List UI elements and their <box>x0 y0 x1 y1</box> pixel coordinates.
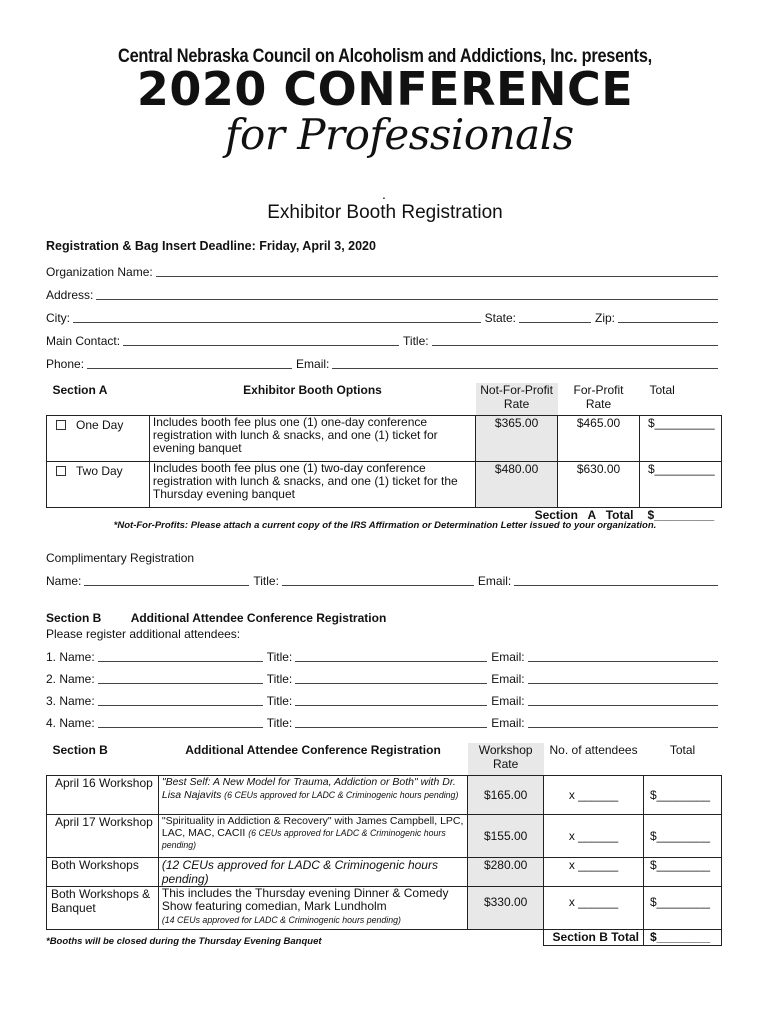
section-b-label: Section B <box>46 611 102 625</box>
attendee-1-email-field[interactable] <box>528 649 718 662</box>
total-header: Total <box>649 383 675 397</box>
one-day-nfp-rate: $365.00 <box>476 415 558 461</box>
attendee-2-name-label: 2. Name: <box>46 672 95 686</box>
attendee-3-email-field[interactable] <box>528 693 718 706</box>
section-b-table <box>46 743 722 946</box>
address-field[interactable] <box>96 287 718 300</box>
attendee-2-email-field[interactable] <box>528 671 718 684</box>
workshop-row-april16 <box>47 775 722 814</box>
nfp-note: *Not-For-Profits: Please attach a current copy of the IRS Affirmation or Determination Letter issued to your organization. <box>113 520 657 531</box>
city-row <box>46 310 722 325</box>
attendee-4-email-label: Email: <box>491 716 525 730</box>
city-field[interactable] <box>73 310 481 323</box>
both-banquet-attendees-field[interactable]: x ______ <box>544 886 644 929</box>
attendee-4-title-label: Title: <box>266 716 293 730</box>
comp-title-label: Title: <box>253 574 279 588</box>
april16-rate: $165.00 <box>468 775 544 814</box>
email-label: Email: <box>296 357 330 371</box>
dot-mark: . <box>382 186 386 202</box>
org-name-row <box>46 264 722 279</box>
zip-label: Zip: <box>594 311 615 325</box>
section-a-table <box>46 383 722 523</box>
workshop-row-both-banquet <box>47 886 722 929</box>
april16-description: "Best Self: A New Model for Trauma, Addiction or Both" with Dr. Lisa Najavits <box>161 775 456 801</box>
attendee-3-title-field[interactable] <box>295 693 487 706</box>
phone-row <box>46 356 722 371</box>
two-day-nfp-rate: $480.00 <box>476 461 558 507</box>
two-day-description: Includes booth fee plus one (1) two-day conference registration with lunch & snacks, and one (1) ticket for the Thursday evening banquet <box>149 461 475 507</box>
attendee-3-title-label: Title: <box>266 694 293 708</box>
attendees-header: No. of attendees <box>549 743 638 757</box>
booth-row-two-day <box>47 461 722 507</box>
both-workshops-attendees-field[interactable]: x ______ <box>544 857 644 886</box>
comp-title-field[interactable] <box>282 573 474 586</box>
state-label: State: <box>484 311 516 325</box>
both-banquet-ceu-note: (14 CEUs approved for LADC & Criminogenic hours pending) <box>161 914 401 925</box>
attendee-row-3 <box>46 693 722 708</box>
april16-ceu-note: (6 CEUs approved for LADC & Criminogenic hours pending) <box>224 789 459 800</box>
phone-field[interactable] <box>87 356 292 369</box>
section-b-total-field[interactable]: $________ <box>643 929 721 945</box>
booth-options-heading: Exhibitor Booth Options <box>243 383 382 397</box>
section-b-subheading: Additional Attendee Conference Registration <box>130 611 387 625</box>
both-banquet-label: Both Workshops & Banquet <box>47 886 159 929</box>
workshop-row-april17 <box>47 814 722 857</box>
attendee-3-name-field[interactable] <box>98 693 263 706</box>
april16-attendees-field[interactable]: x ______ <box>544 775 644 814</box>
city-label: City: <box>46 311 70 325</box>
main-contact-field[interactable] <box>123 333 399 346</box>
attendee-2-name-field[interactable] <box>98 671 263 684</box>
attendee-2-title-label: Title: <box>266 672 293 686</box>
org-name-field[interactable] <box>156 264 718 277</box>
comp-name-label: Name: <box>46 574 82 588</box>
attendee-1-title-label: Title: <box>266 650 293 664</box>
one-day-label: One Day <box>76 417 124 432</box>
section-b-total-label: Section B Total <box>544 929 644 945</box>
attendee-4-title-field[interactable] <box>295 715 487 728</box>
one-day-total-field[interactable]: $_________ <box>639 415 721 461</box>
both-workshops-total-field[interactable]: $________ <box>643 857 721 886</box>
section-a-heading: Section A <box>52 383 108 397</box>
address-row <box>46 287 722 302</box>
attendee-3-email-label: Email: <box>491 694 525 708</box>
april17-label: April 17 Workshop <box>47 814 159 857</box>
attendee-1-name-label: 1. Name: <box>46 650 95 664</box>
april17-ceu-note: (6 CEUs approved for LADC & Criminogenic hours pending) <box>161 827 446 850</box>
section-a-total-field[interactable]: $_________ <box>647 507 715 522</box>
comp-email-field[interactable] <box>514 573 718 586</box>
title-field[interactable] <box>432 333 718 346</box>
one-day-checkbox[interactable] <box>56 420 66 430</box>
both-banquet-total-field[interactable]: $________ <box>643 886 721 929</box>
complimentary-row <box>46 573 722 588</box>
phone-label: Phone: <box>46 357 85 371</box>
april16-total-field[interactable]: $________ <box>643 775 721 814</box>
two-day-checkbox[interactable] <box>56 466 66 476</box>
both-workshops-label: Both Workshops <box>47 857 159 886</box>
zip-field[interactable] <box>618 310 718 323</box>
section-b-table-heading: Section B <box>52 743 108 757</box>
april16-label: April 16 Workshop <box>47 775 159 814</box>
attendee-4-email-field[interactable] <box>528 715 718 728</box>
state-field[interactable] <box>519 310 591 323</box>
attendee-4-name-label: 4. Name: <box>46 716 95 730</box>
one-day-description: Includes booth fee plus one (1) one-day conference registration with lunch & snacks, and one (1) ticket for evening banquet <box>149 415 475 461</box>
section-b-intro-heading <box>46 611 386 625</box>
section-a-total-label: Section A Total <box>534 507 634 522</box>
both-banquet-rate: $330.00 <box>468 886 544 929</box>
two-day-fp-rate: $630.00 <box>558 461 640 507</box>
address-label: Address: <box>46 288 94 302</box>
comp-email-label: Email: <box>477 574 512 588</box>
title-label: Title: <box>403 334 429 348</box>
presenter-line: Central Nebraska Council on Alcoholism and Addictions, Inc. presents, <box>118 46 652 67</box>
section-b-instruction: Please register additional attendees: <box>46 627 241 641</box>
attendee-1-title-field[interactable] <box>295 649 487 662</box>
deadline-text: Registration & Bag Insert Deadline: Friday, April 3, 2020 <box>46 239 376 253</box>
april17-total-field[interactable]: $________ <box>643 814 721 857</box>
contact-row <box>46 333 722 348</box>
attendee-row-2 <box>46 671 722 686</box>
attendee-4-name-field[interactable] <box>98 715 263 728</box>
april17-description: "Spirituality in Addiction & Recovery" with James Campbell, LPC, LAC, MAC, CACII <box>161 814 464 839</box>
booth-row-one-day <box>47 415 722 461</box>
complimentary-heading: Complimentary Registration <box>46 551 195 565</box>
both-workshops-rate: $280.00 <box>468 857 544 886</box>
both-workshops-ceu-note: (12 CEUs approved for LADC & Criminogenic hours pending) <box>158 857 467 886</box>
both-banquet-description: This includes the Thursday evening Dinner & Comedy Show featuring comedian, Mark Lundholm <box>161 885 449 913</box>
attendee-row-4 <box>46 715 722 730</box>
april17-attendees-field[interactable]: x ______ <box>544 814 644 857</box>
section-b-table-subheading: Additional Attendee Conference Registration <box>185 743 441 757</box>
fp-rate-header: For-Profit Rate <box>573 383 624 411</box>
nfp-rate-header: Not-For-Profit Rate <box>476 383 558 415</box>
email-field[interactable] <box>332 356 718 369</box>
page-title: Exhibitor Booth Registration <box>267 202 503 223</box>
main-contact-label: Main Contact: <box>46 334 121 348</box>
attendee-2-title-field[interactable] <box>295 671 487 684</box>
org-name-label: Organization Name: <box>46 265 153 279</box>
section-b-total-header: Total <box>669 743 696 757</box>
conference-title: 2020 CONFERENCE <box>136 62 634 116</box>
workshop-row-both <box>47 857 722 886</box>
attendee-2-email-label: Email: <box>491 672 525 686</box>
for-professionals-script: for Professionals <box>225 110 574 159</box>
workshop-rate-header: Workshop Rate <box>468 743 544 775</box>
comp-name-field[interactable] <box>84 573 249 586</box>
attendee-1-name-field[interactable] <box>98 649 263 662</box>
two-day-label: Two Day <box>76 463 123 478</box>
two-day-total-field[interactable]: $_________ <box>639 461 721 507</box>
attendee-1-email-label: Email: <box>491 650 525 664</box>
april17-rate: $155.00 <box>468 814 544 857</box>
one-day-fp-rate: $465.00 <box>558 415 640 461</box>
banquet-footnote: *Booths will be closed during the Thursday Evening Banquet <box>46 936 322 947</box>
attendee-row-1 <box>46 649 722 664</box>
attendee-3-name-label: 3. Name: <box>46 694 95 708</box>
